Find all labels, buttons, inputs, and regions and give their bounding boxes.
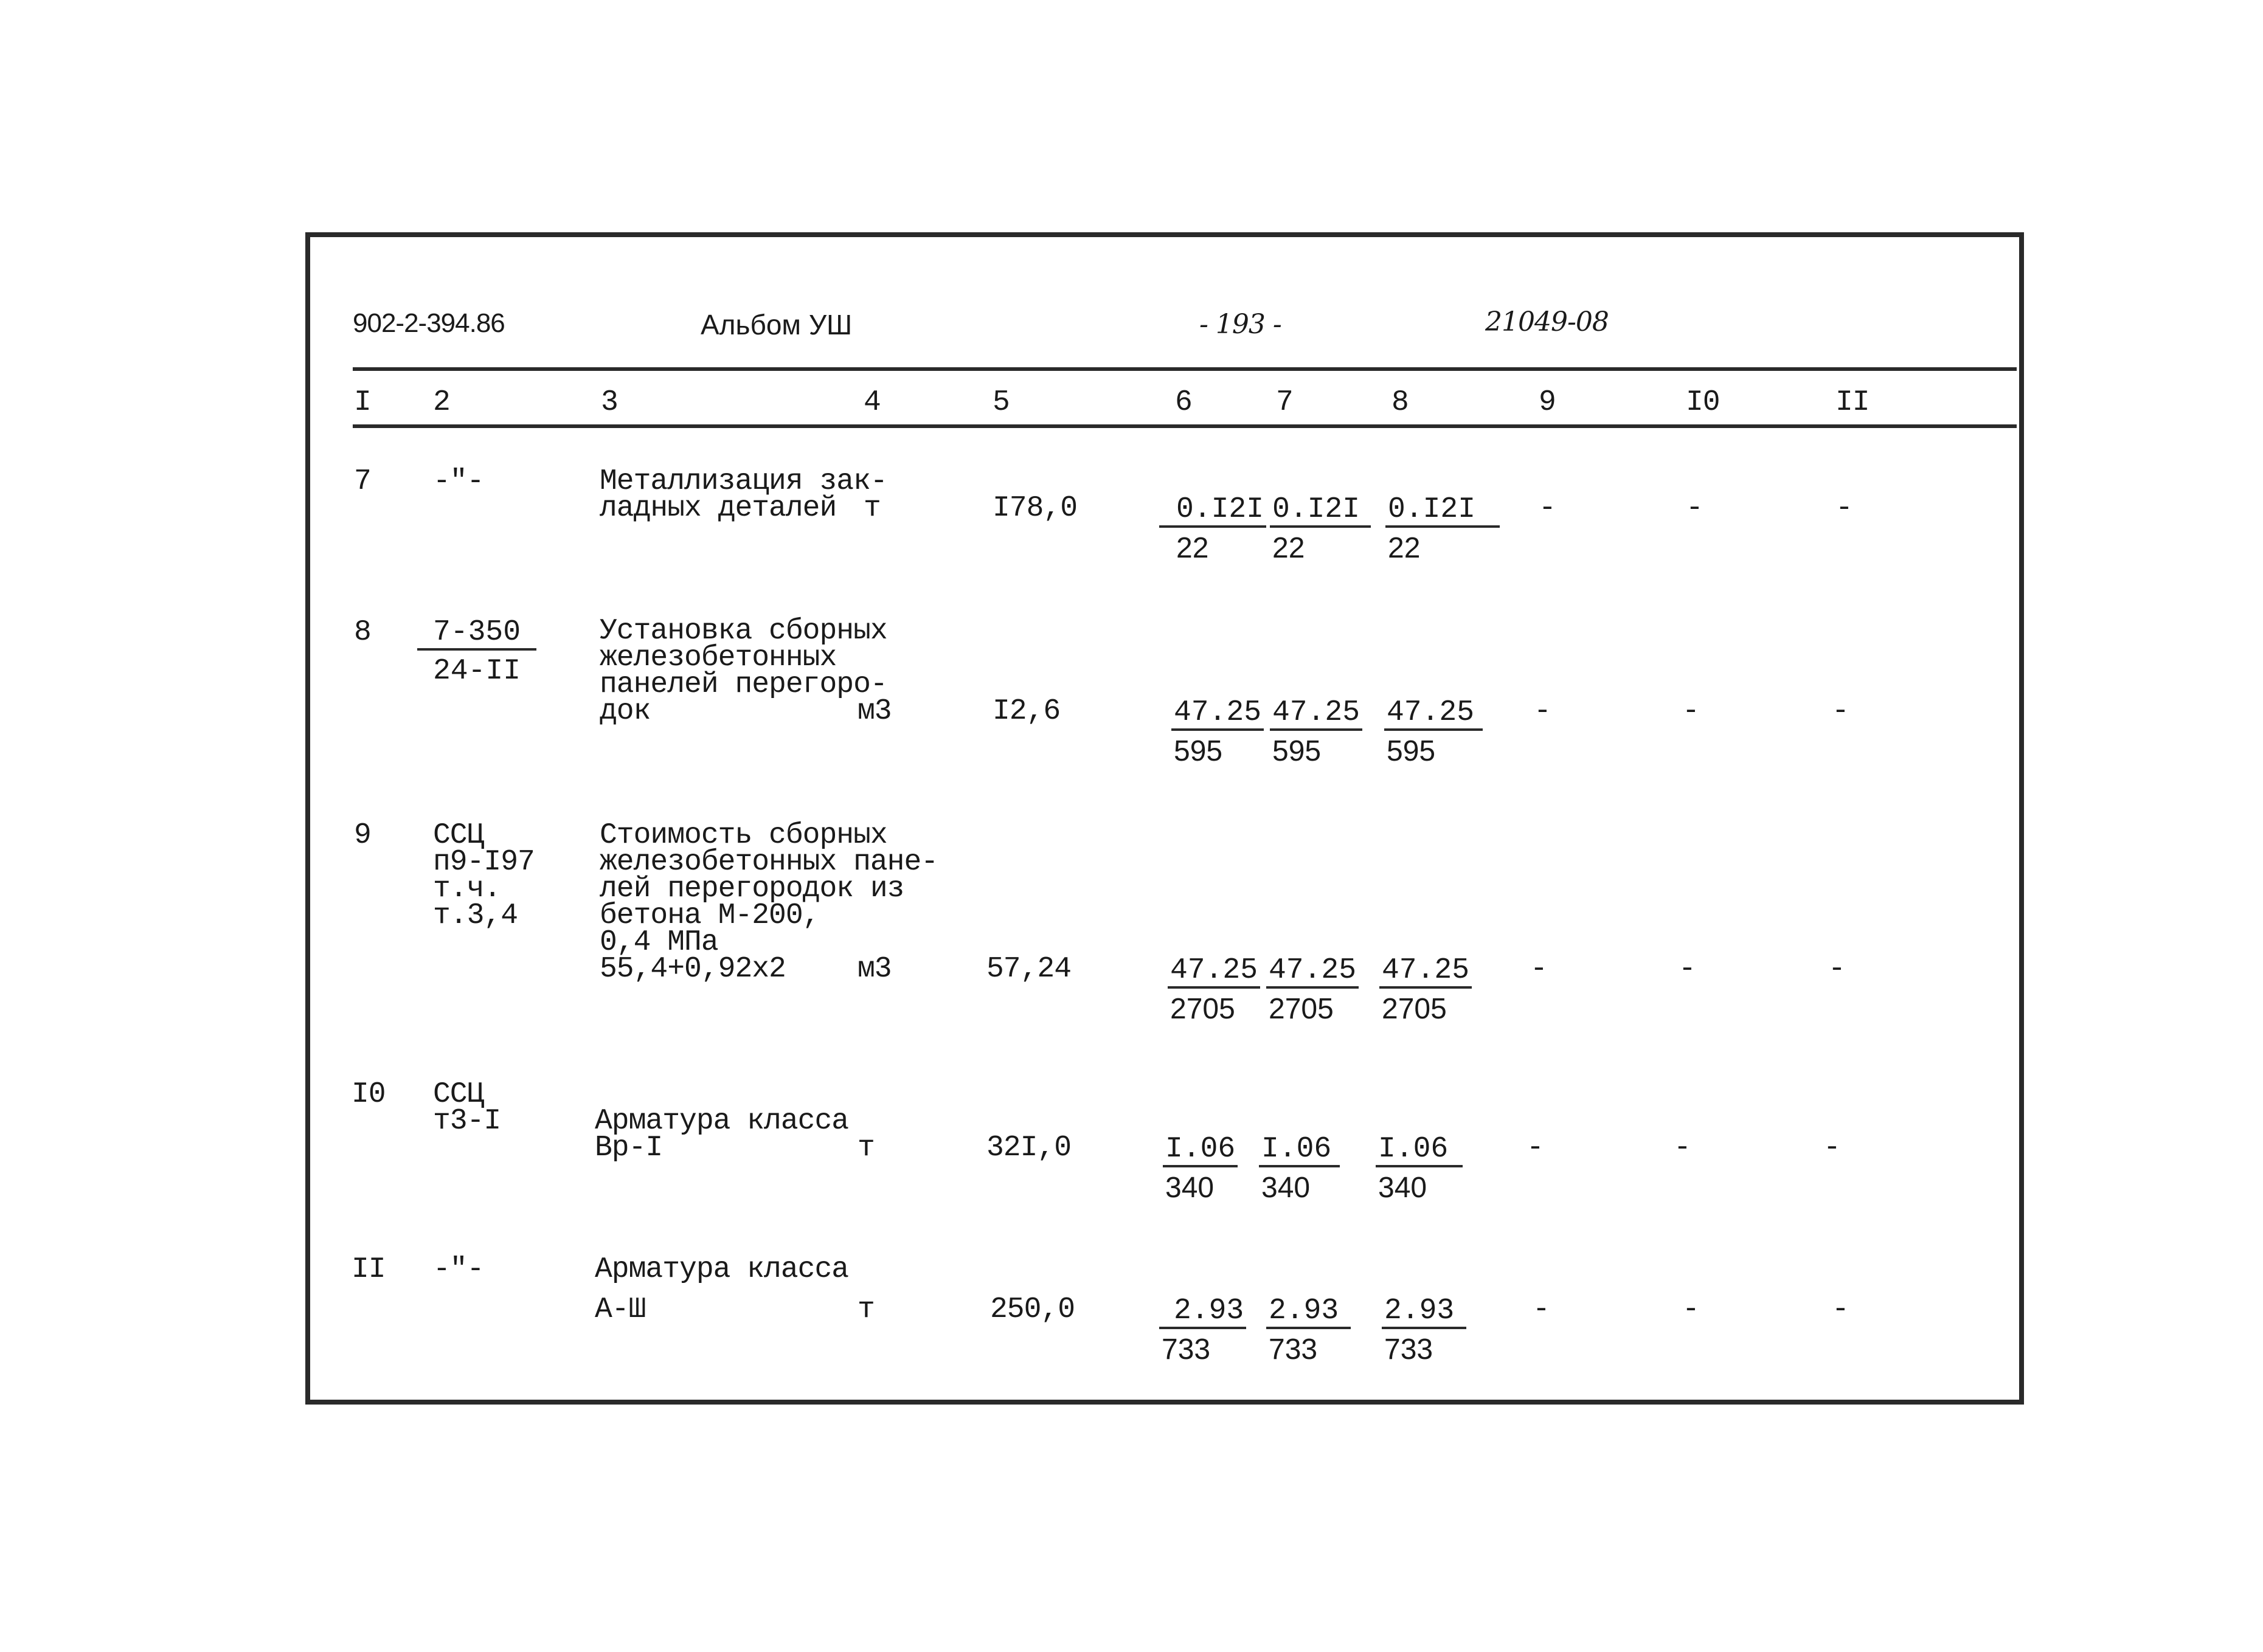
doc-number: 902-2-394.86 [353, 308, 505, 338]
row-8-description-line-3: панелей перегоро- [600, 668, 887, 701]
row-11-col7-denominator: 733 [1269, 1333, 1318, 1366]
row-9-col6-numerator: 47.25 [1168, 956, 1260, 989]
row-9-unit: м3 [858, 953, 892, 986]
row-10-number: I0 [352, 1078, 386, 1111]
row-9-col11: - [1828, 953, 1845, 986]
row-7-col11: - [1835, 492, 1852, 525]
row-7-col8-numerator: 0.I2I [1385, 495, 1500, 528]
row-8-reference-numerator: 7-350 [417, 618, 536, 651]
row-10-col9: - [1527, 1132, 1544, 1164]
row-10-quantity: 32I,0 [986, 1132, 1072, 1164]
row-11-description-line-2: А-Ш [595, 1293, 646, 1326]
row-8-col7-denominator: 595 [1272, 735, 1322, 767]
column-header-5: 5 [993, 386, 1010, 419]
row-7-col8-denominator: 22 [1388, 532, 1421, 564]
row-11-col6-denominator: 733 [1162, 1333, 1211, 1366]
row-9-col8-denominator: 2705 [1382, 993, 1447, 1025]
row-9-description-line-2: железобетонных пане- [600, 846, 938, 879]
row-7-col10: - [1686, 492, 1703, 525]
row-8-col11: - [1832, 695, 1849, 728]
row-9-description-line-1: Стоимость сборных [600, 819, 887, 852]
column-header-4: 4 [864, 386, 881, 419]
row-7-unit: т [864, 492, 881, 525]
column-header-1: I [354, 386, 371, 419]
row-7-col7-numerator: 0.I2I [1270, 495, 1371, 528]
row-9-col7-numerator: 47.25 [1266, 956, 1359, 989]
header-rule-bottom [353, 424, 2017, 428]
row-9-quantity: 57,24 [986, 953, 1072, 986]
document-sheet [305, 232, 2024, 1405]
row-11-col10: - [1682, 1293, 1699, 1326]
column-header-2: 2 [433, 386, 450, 419]
row-9-col7-denominator: 2705 [1269, 993, 1334, 1025]
column-header-8: 8 [1391, 386, 1409, 419]
row-8-description-line-4: док [600, 695, 651, 728]
row-10-col7-denominator: 340 [1261, 1172, 1311, 1204]
row-8-col8-numerator: 47.25 [1384, 698, 1483, 731]
row-11-reference: -"- [433, 1253, 484, 1286]
row-10-col11: - [1823, 1132, 1840, 1164]
row-8-quantity: I2,6 [993, 695, 1061, 728]
row-7-description-line-2: ладных деталей [600, 492, 837, 525]
row-9-description-line-4: бетона М-200, [600, 899, 820, 932]
row-10-col7-numerator: I.06 [1259, 1135, 1340, 1167]
row-9-col6-denominator: 2705 [1170, 993, 1235, 1025]
row-10-reference-line-1: ССЦ [433, 1078, 484, 1111]
column-header-6: 6 [1175, 386, 1192, 419]
row-10-reference-line-2: т3-I [433, 1105, 501, 1138]
row-10-description-line-1: Арматура класса [595, 1105, 849, 1138]
row-7-col9: - [1539, 492, 1556, 525]
row-9-reference-line-4: т.3,4 [433, 899, 518, 932]
page-number: - 193 - [1199, 309, 1281, 340]
row-7-description-line-1: Металлизация зак- [600, 465, 887, 498]
row-10-col8-denominator: 340 [1378, 1172, 1427, 1204]
row-9-description-line-5: 0,4 МПа [600, 926, 718, 959]
row-11-quantity: 250,0 [990, 1293, 1075, 1326]
row-7-col7-denominator: 22 [1272, 532, 1305, 564]
row-10-description-line-2: Вр-I [595, 1132, 663, 1164]
row-10-unit: т [858, 1132, 875, 1164]
row-9-reference-line-1: ССЦ [433, 819, 484, 852]
row-9-col10: - [1679, 953, 1696, 986]
row-9-number: 9 [354, 819, 371, 852]
column-header-10: I0 [1686, 386, 1720, 419]
row-8-number: 8 [354, 616, 371, 649]
column-header-9: 9 [1539, 386, 1556, 419]
row-11-col8-denominator: 733 [1384, 1333, 1433, 1366]
row-9-reference-line-2: п9-I97 [433, 846, 535, 879]
row-9-col9: - [1530, 953, 1547, 986]
document-code: 21049-08 [1485, 306, 1609, 337]
row-9-col8-numerator: 47.25 [1379, 956, 1472, 989]
column-header-7: 7 [1276, 386, 1293, 419]
row-11-col6-numerator: 2.93 [1159, 1296, 1246, 1329]
row-11-unit: т [858, 1293, 875, 1326]
row-7-col6-denominator: 22 [1176, 532, 1209, 564]
row-8-col9: - [1534, 695, 1551, 728]
row-9-description-line-6: 55,4+0,92х2 [600, 953, 786, 986]
row-11-number: II [352, 1253, 386, 1286]
row-7-quantity: I78,0 [993, 492, 1078, 525]
column-header-11: II [1835, 386, 1870, 419]
row-8-description-line-2: железобетонных [600, 641, 837, 674]
row-11-col9: - [1533, 1293, 1550, 1326]
row-10-col10: - [1674, 1132, 1691, 1164]
row-8-reference-denominator: 24-II [433, 655, 521, 688]
row-9-description-line-3: лей перегородок из [600, 873, 904, 905]
header-rule-top [353, 367, 2017, 371]
row-8-col7-numerator: 47.25 [1270, 698, 1362, 731]
row-8-unit: м3 [858, 695, 892, 728]
column-header-3: 3 [601, 386, 618, 419]
row-10-col6-denominator: 340 [1165, 1172, 1215, 1204]
row-7-number: 7 [354, 465, 371, 498]
row-11-col11: - [1832, 1293, 1849, 1326]
row-10-col6-numerator: I.06 [1163, 1135, 1238, 1167]
row-11-description-line-1: Арматура класса [595, 1253, 849, 1286]
row-11-col8-numerator: 2.93 [1382, 1296, 1466, 1329]
album-label: Альбом УШ [701, 309, 853, 340]
row-11-col7-numerator: 2.93 [1266, 1296, 1351, 1329]
row-8-col6-denominator: 595 [1174, 735, 1223, 767]
row-8-col8-denominator: 595 [1387, 735, 1436, 767]
row-9-reference-line-3: т.ч. [433, 873, 501, 905]
row-7-reference: -"- [433, 465, 484, 498]
row-10-col8-numerator: I.06 [1376, 1135, 1463, 1167]
row-8-col6-numerator: 47.25 [1171, 698, 1264, 731]
row-8-description-line-1: Установка сборных [600, 615, 887, 648]
row-7-col6-numerator: 0.I2I [1159, 495, 1266, 528]
row-8-col10: - [1682, 695, 1699, 728]
